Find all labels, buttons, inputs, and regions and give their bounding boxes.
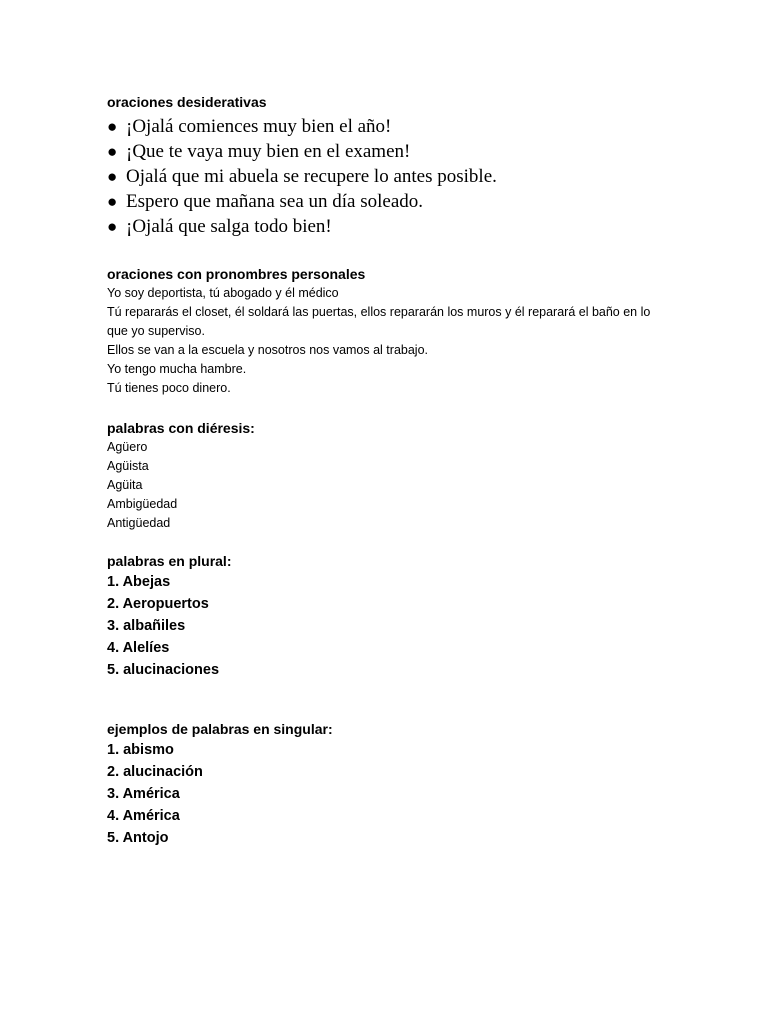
- list-item: ● Espero que mañana sea un día soleado.: [107, 191, 424, 212]
- section-pronombres: [107, 264, 667, 398]
- section-title: ejemplos de palabras en singular:: [107, 721, 333, 737]
- section-title: palabras con diéresis:: [107, 420, 255, 436]
- bullet-icon: ●: [107, 192, 118, 211]
- list-item: 5. Antojo: [107, 830, 169, 846]
- section-plural: [107, 551, 667, 681]
- numbered-list: [107, 739, 667, 849]
- document-page: [107, 92, 667, 849]
- bullet-icon: ●: [107, 117, 118, 136]
- section-title: oraciones con pronombres personales: [107, 266, 366, 282]
- numbered-list: [107, 571, 667, 681]
- sentence: Ellos se van a la escuela y nosotros nos vamos al trabajo.: [107, 343, 429, 357]
- list-item: 5. alucinaciones: [107, 662, 220, 678]
- list-item: 1. Abejas: [107, 574, 171, 590]
- bullet-icon: ●: [107, 217, 118, 236]
- list-item: 4. América: [107, 808, 180, 824]
- list-item: 3. América: [107, 786, 180, 802]
- list-item: 2. Aeropuertos: [107, 596, 209, 612]
- list-item: 2. alucinación: [107, 764, 203, 780]
- bullet-icon: ●: [107, 142, 118, 161]
- list-item: ● ¡Ojalá comiences muy bien el año!: [107, 116, 392, 137]
- word: Ambigüedad: [107, 497, 178, 511]
- section-desiderativas: [107, 92, 667, 239]
- sentence: Tú repararás el closet, él soldará las puertas, ellos repararán los muros y él reparará el baño en lo que yo superviso.: [107, 305, 651, 338]
- list-item: ● ¡Que te vaya muy bien en el examen!: [107, 141, 411, 162]
- list-item: ● Ojalá que mi abuela se recupere lo antes posible.: [107, 166, 497, 187]
- bullet-icon: ●: [107, 167, 118, 186]
- bullet-list: [107, 114, 667, 239]
- sentence: Yo tengo mucha hambre.: [107, 362, 247, 376]
- word: Antigüedad: [107, 516, 171, 530]
- section-dieresis: [107, 418, 667, 533]
- section-title: oraciones desiderativas: [107, 94, 267, 110]
- word: Agüero: [107, 440, 148, 454]
- sentence: Tú tienes poco dinero.: [107, 381, 231, 395]
- list-item: ● ¡Ojalá que salga todo bien!: [107, 216, 332, 237]
- sentence-list: [107, 284, 667, 398]
- section-singular: [107, 719, 667, 849]
- section-title: palabras en plural:: [107, 553, 232, 569]
- sentence: Yo soy deportista, tú abogado y él médico: [107, 286, 339, 300]
- word: Agüista: [107, 459, 149, 473]
- word-list: [107, 438, 667, 533]
- list-item: 1. abismo: [107, 742, 174, 758]
- list-item: 4. Alelíes: [107, 640, 170, 656]
- word: Agüita: [107, 478, 143, 492]
- list-item: 3. albañiles: [107, 618, 186, 634]
